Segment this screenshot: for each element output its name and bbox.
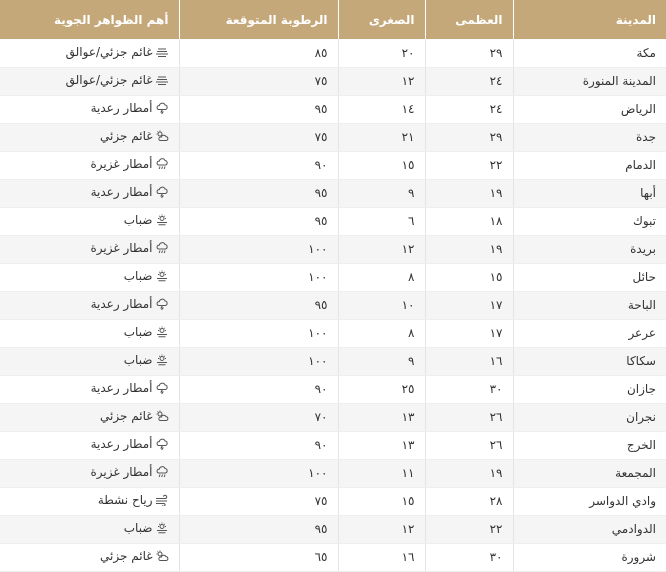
cell-city: المجمعة	[513, 459, 666, 487]
phenomenon	[91, 437, 169, 451]
table-row	[0, 291, 666, 319]
table-header	[0, 0, 666, 39]
table-row	[0, 207, 666, 235]
fog-icon	[155, 522, 169, 534]
thunderstorm-icon	[155, 382, 169, 394]
cell-min: ٢٥	[338, 375, 425, 403]
wind-icon	[155, 494, 169, 506]
phenomenon	[91, 185, 169, 199]
cell-max: ١٧	[425, 319, 513, 347]
phenomenon-label: رياح نشطة	[97, 493, 153, 507]
thunderstorm-icon	[155, 102, 169, 114]
phenomenon-label: ضباب	[123, 325, 153, 339]
cell-max: ٣٠	[425, 543, 513, 571]
phenomenon	[66, 45, 169, 59]
phenomenon-label: أمطار غزيرة	[90, 465, 153, 479]
cell-phenomenon	[0, 263, 179, 291]
column-header-city: المدينة	[513, 0, 666, 39]
cell-phenomenon	[0, 95, 179, 123]
cell-max: ١٦	[425, 347, 513, 375]
phenomenon-label: ضباب	[123, 213, 153, 227]
cell-city: أبها	[513, 179, 666, 207]
cell-min: ٦	[338, 207, 425, 235]
cell-min: ١٥	[338, 151, 425, 179]
cell-humidity: ٩٠	[179, 375, 338, 403]
cell-city: جازان	[513, 375, 666, 403]
cell-city: سكاكا	[513, 347, 666, 375]
cell-min: ١٣	[338, 431, 425, 459]
cell-max: ١٧	[425, 291, 513, 319]
cell-min: ١٣	[338, 403, 425, 431]
cell-humidity: ٧٥	[179, 123, 338, 151]
cell-city: المدينة المنورة	[513, 67, 666, 95]
cell-phenomenon	[0, 67, 179, 95]
column-header-min: الصغرى	[338, 0, 425, 39]
cell-city: الخرج	[513, 431, 666, 459]
phenomenon	[91, 381, 169, 395]
phenomenon	[124, 325, 169, 339]
fog-icon	[155, 214, 169, 226]
partly-cloudy-icon	[155, 410, 169, 422]
table-row	[0, 151, 666, 179]
cell-city: وادي الدواسر	[513, 487, 666, 515]
cell-phenomenon	[0, 543, 179, 571]
phenomenon	[91, 297, 169, 311]
cell-humidity: ١٠٠	[179, 459, 338, 487]
cell-max: ٢٢	[425, 151, 513, 179]
cell-humidity: ٩٥	[179, 515, 338, 543]
cell-phenomenon	[0, 431, 179, 459]
cell-min: ١٤	[338, 95, 425, 123]
cell-city: مكة	[513, 39, 666, 67]
phenomenon	[90, 157, 168, 171]
table-row	[0, 95, 666, 123]
phenomenon-label: غائم جزئي/عوالق	[65, 44, 153, 59]
table-body	[0, 39, 666, 571]
column-header-humidity: الرطوبة المتوقعة	[179, 0, 338, 39]
cell-max: ٢٢	[425, 515, 513, 543]
cell-city: الدمام	[513, 151, 666, 179]
cell-min: ١٢	[338, 515, 425, 543]
table-row	[0, 403, 666, 431]
cell-min: ١٢	[338, 67, 425, 95]
heavy-rain-icon	[155, 466, 169, 478]
cell-min: ١٦	[338, 543, 425, 571]
phenomenon-label: ضباب	[123, 353, 153, 367]
cell-phenomenon	[0, 291, 179, 319]
cell-max: ٣٠	[425, 375, 513, 403]
fog-icon	[155, 354, 169, 366]
cell-humidity: ٩٠	[179, 431, 338, 459]
cell-max: ٢٩	[425, 39, 513, 67]
cell-humidity: ٧٠	[179, 403, 338, 431]
table-row	[0, 515, 666, 543]
cell-max: ١٩	[425, 179, 513, 207]
header-row	[0, 0, 666, 39]
table-row	[0, 263, 666, 291]
phenomenon	[66, 73, 169, 87]
column-header-phenomena: أهم الظواهر الجوية	[0, 0, 179, 39]
cell-city: بريدة	[513, 235, 666, 263]
cell-city: الرياض	[513, 95, 666, 123]
table-row	[0, 347, 666, 375]
thunderstorm-icon	[155, 186, 169, 198]
cell-humidity: ٧٥	[179, 67, 338, 95]
haze-icon	[155, 46, 169, 58]
cell-humidity: ٩٥	[179, 179, 338, 207]
cell-min: ٨	[338, 319, 425, 347]
phenomenon-label: أمطار رعدية	[90, 437, 153, 451]
phenomenon	[100, 409, 168, 423]
phenomenon	[100, 129, 168, 143]
phenomenon-label: أمطار رعدية	[90, 297, 153, 311]
phenomenon-label: أمطار غزيرة	[90, 241, 153, 255]
cell-city: نجران	[513, 403, 666, 431]
table-row	[0, 487, 666, 515]
thunderstorm-icon	[155, 438, 169, 450]
cell-humidity: ٩٥	[179, 207, 338, 235]
cell-city: عرعر	[513, 319, 666, 347]
cell-max: ٢٤	[425, 95, 513, 123]
phenomenon	[98, 493, 169, 507]
cell-humidity: ٧٥	[179, 487, 338, 515]
phenomenon	[124, 213, 169, 227]
cell-phenomenon	[0, 235, 179, 263]
cell-min: ٢٠	[338, 39, 425, 67]
table-row	[0, 375, 666, 403]
cell-phenomenon	[0, 515, 179, 543]
heavy-rain-icon	[155, 158, 169, 170]
cell-phenomenon	[0, 347, 179, 375]
cell-phenomenon	[0, 207, 179, 235]
cell-city: الباحة	[513, 291, 666, 319]
table-row	[0, 39, 666, 67]
cell-max: ١٨	[425, 207, 513, 235]
phenomenon-label: غائم جزئي	[100, 549, 153, 563]
cell-humidity: ٨٥	[179, 39, 338, 67]
cell-phenomenon	[0, 179, 179, 207]
phenomenon	[124, 269, 169, 283]
cell-humidity: ١٠٠	[179, 263, 338, 291]
cell-city: جدة	[513, 123, 666, 151]
phenomenon	[124, 353, 169, 367]
column-header-max: العظمى	[425, 0, 513, 39]
cell-phenomenon	[0, 39, 179, 67]
table-row	[0, 123, 666, 151]
cell-max: ٢٤	[425, 67, 513, 95]
phenomenon	[91, 101, 169, 115]
cell-min: ١٢	[338, 235, 425, 263]
cell-min: ١٠	[338, 291, 425, 319]
table-row	[0, 67, 666, 95]
cell-humidity: ٩٥	[179, 95, 338, 123]
cell-max: ٢٨	[425, 487, 513, 515]
cell-phenomenon	[0, 375, 179, 403]
cell-max: ٢٦	[425, 403, 513, 431]
partly-cloudy-icon	[155, 550, 169, 562]
phenomenon-label: أمطار رعدية	[90, 381, 153, 395]
cell-min: ٨	[338, 263, 425, 291]
cell-min: ١٥	[338, 487, 425, 515]
phenomenon-label: أمطار رعدية	[90, 185, 153, 199]
cell-min: ٩	[338, 347, 425, 375]
phenomenon	[90, 465, 168, 479]
phenomenon-label: غائم جزئي	[100, 409, 153, 423]
haze-icon	[155, 74, 169, 86]
cell-max: ١٩	[425, 235, 513, 263]
cell-phenomenon	[0, 151, 179, 179]
table-row	[0, 235, 666, 263]
cell-humidity: ١٠٠	[179, 347, 338, 375]
cell-max: ١٥	[425, 263, 513, 291]
thunderstorm-icon	[155, 298, 169, 310]
cell-humidity: ٩٠	[179, 151, 338, 179]
phenomenon-label: ضباب	[123, 521, 153, 535]
cell-max: ٢٩	[425, 123, 513, 151]
cell-min: ١١	[338, 459, 425, 487]
cell-humidity: ١٠٠	[179, 319, 338, 347]
cell-phenomenon	[0, 403, 179, 431]
cell-city: شرورة	[513, 543, 666, 571]
fog-icon	[155, 326, 169, 338]
phenomenon-label: أمطار رعدية	[90, 101, 153, 115]
cell-max: ١٩	[425, 459, 513, 487]
phenomenon-label: غائم جزئي	[100, 129, 153, 143]
table-row	[0, 319, 666, 347]
phenomenon-label: غائم جزئي/عوالق	[65, 73, 153, 87]
cell-max: ٢٦	[425, 431, 513, 459]
cell-city: تبوك	[513, 207, 666, 235]
table-row	[0, 459, 666, 487]
cell-phenomenon	[0, 123, 179, 151]
phenomenon-label: أمطار غزيرة	[90, 157, 153, 171]
table-row	[0, 179, 666, 207]
phenomenon	[90, 241, 168, 255]
cell-min: ٩	[338, 179, 425, 207]
cell-phenomenon	[0, 487, 179, 515]
cell-humidity: ٩٥	[179, 291, 338, 319]
cell-city: الدوادمي	[513, 515, 666, 543]
cell-phenomenon	[0, 319, 179, 347]
phenomenon	[100, 549, 168, 563]
phenomenon-label: ضباب	[123, 269, 153, 283]
cell-humidity: ٦٥	[179, 543, 338, 571]
cell-phenomenon	[0, 459, 179, 487]
phenomenon	[124, 521, 169, 535]
table-row	[0, 543, 666, 571]
partly-cloudy-icon	[155, 130, 169, 142]
cell-min: ٢١	[338, 123, 425, 151]
table-row	[0, 431, 666, 459]
cell-humidity: ١٠٠	[179, 235, 338, 263]
heavy-rain-icon	[155, 242, 169, 254]
cell-city: حائل	[513, 263, 666, 291]
fog-icon	[155, 270, 169, 282]
